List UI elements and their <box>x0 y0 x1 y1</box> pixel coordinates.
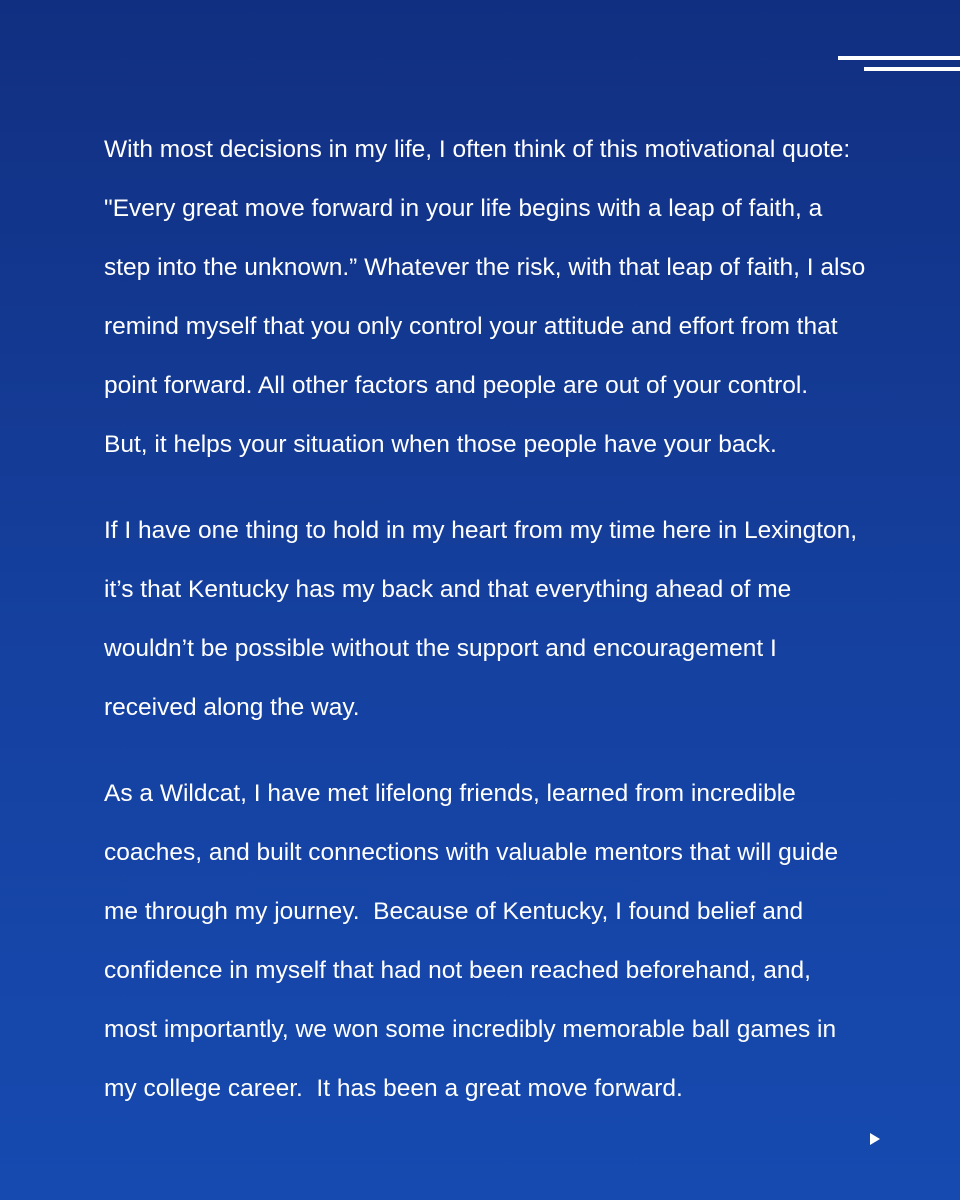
letter-body <box>104 120 904 1145</box>
text-line: most importantly, we won some incredibly memorable ball games in <box>104 1016 837 1043</box>
text-line: me through my journey. Because of Kentucky, I found belief and <box>104 898 804 925</box>
decorative-lines <box>838 56 960 72</box>
paragraph-1 <box>104 120 904 474</box>
text-line: step into the unknown.” Whatever the risk, with that leap of faith, I also <box>104 254 866 281</box>
text-line: But, it helps your situation when those people have your back. <box>104 431 777 458</box>
text-line: With most decisions in my life, I often think of this motivational quote: <box>104 136 851 163</box>
text-line: confidence in myself that had not been reached beforehand, and, <box>104 957 811 984</box>
text-line: wouldn’t be possible without the support and encouragement I <box>104 635 777 662</box>
paragraph-3 <box>104 764 904 1118</box>
paragraph-2 <box>104 501 904 737</box>
text-line: it’s that Kentucky has my back and that everything ahead of me <box>104 576 792 603</box>
play-arrow-icon[interactable] <box>870 1133 880 1145</box>
text-line: remind myself that you only control your attitude and effort from that <box>104 313 838 340</box>
text-line: point forward. All other factors and people are out of your control. <box>104 372 809 399</box>
text-line: "Every great move forward in your life begins with a leap of faith, a <box>104 195 823 222</box>
decorative-line-bottom <box>864 67 960 71</box>
text-line: received along the way. <box>104 694 360 721</box>
text-line: If I have one thing to hold in my heart from my time here in Lexington, <box>104 517 858 544</box>
text-line: coaches, and built connections with valuable mentors that will guide <box>104 839 839 866</box>
text-line: As a Wildcat, I have met lifelong friends, learned from incredible <box>104 780 796 807</box>
decorative-line-top <box>838 56 960 60</box>
text-line: my college career. It has been a great move forward. <box>104 1075 683 1102</box>
